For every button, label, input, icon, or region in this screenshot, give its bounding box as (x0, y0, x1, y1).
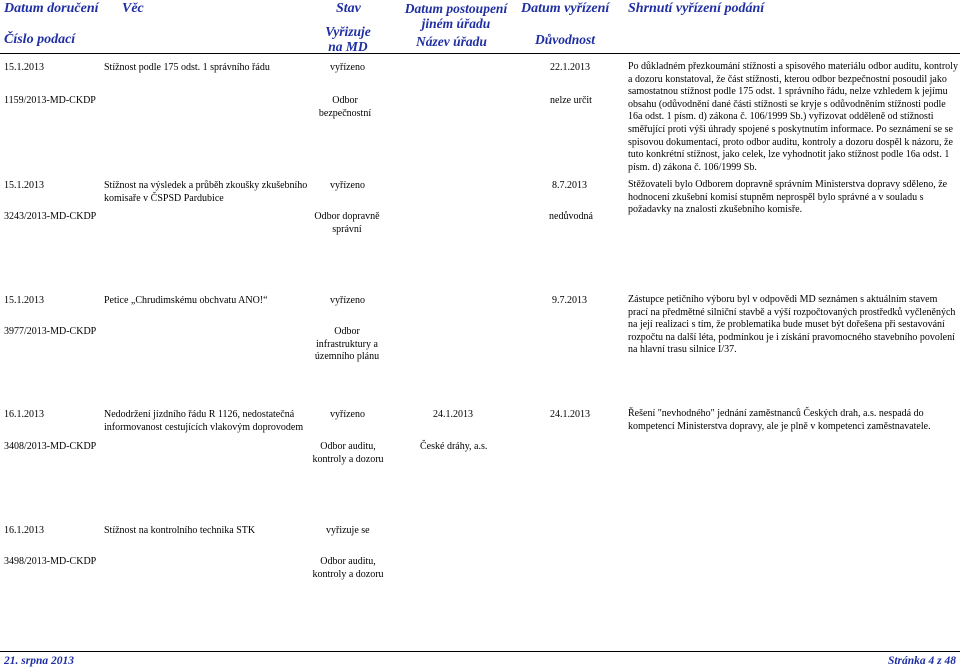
header-datum-postoupeni: Datum postoupení jiném úřadu (404, 1, 508, 31)
vec: Stížnost na výsledek a průběh zkoušky zkušebního komisaře v ČSPSD Pardubice (104, 180, 308, 204)
header-vec: Věc (122, 1, 144, 16)
vec: Stížnost na kontrolního technika STK (104, 525, 256, 536)
header-shrnuti: Shrnutí vyřízení podání (628, 1, 765, 16)
cislo-podaci: 3977/2013-MD-CKDP (4, 326, 97, 337)
cislo-podaci: 3243/2013-MD-CKDP (4, 211, 97, 222)
stav: vyřízeno (330, 180, 365, 191)
cislo-podaci: 1159/2013-MD-CKDP (4, 95, 96, 106)
vyrizuje: Odbor dopravně správní (314, 211, 380, 235)
header-cislo-podaci: Číslo podací (4, 32, 76, 47)
footer-rule (0, 651, 960, 652)
shrnuti: Po důkladném přezkoumání stížnosti a spisového materiálu odbor auditu, kontroly a dozoru konstatoval, že část stížnosti, kterou odbor bezpečnostní posoudil jako samostatnou stížnost podle 175 odst. 1 správního řádu, nelze vzhledem k jejímu obsahu (odůvodnění dané části stížnosti se kryje s odůvodněním stížnosti podle 16a odst. 1 písm. d) zákona č. 106/1999 Sb.) vyřizovat odděleně od stížnosti směřující proti výši úhrady spojené s poskytnutím informace. Po seznámení se se spisovou dokumentací, proto odbor auditu, kontroly a dozoru dospěl k názoru, že tuto konkrétní stížnost, jako celek, lze vyhodnotit jako stížnost podle 16a odst. 1 písm. d) zákona č. 106/1999 Sb. (628, 61, 958, 173)
datum-vyrizeni: 22.1.2013 (550, 62, 590, 73)
cislo-podaci: 3498/2013-MD-CKDP (4, 556, 97, 567)
footer-page-number: Stránka 4 z 48 (887, 655, 956, 667)
header-datum-doruceni: Datum doručení (4, 1, 99, 16)
datum-doruceni: 16.1.2013 (4, 525, 44, 536)
shrnuti: Řešení "nevhodného" jednání zaměstnanců Českých drah, a.s. nespadá do kompetencí Ministerstva dopravy, ale je plně v kompetenci zaměstnavatele. (628, 408, 931, 432)
header-vyrizuje: Vyřizuje na MD (325, 24, 371, 54)
shrnuti: Zástupce petičního výboru byl v odpovědi MD seznámen s aktuálním stavem prací na předmětné silniční stavbě a výší rozpočtovaných prostředků vyčleněných na její realizaci s tím, že problematika bude muset být dořešena při sestavování rozpočtu na další léta, podmínkou je i získání pravomocného stavebního povolení na hlavní trasu silnice I/37. (628, 294, 956, 356)
datum-vyrizeni: 9.7.2013 (552, 295, 587, 306)
stav: vyřízeno (330, 62, 365, 73)
vec: Stížnost podle 175 odst. 1 správního řádu (104, 62, 270, 73)
vyrizuje: Odbor infrastruktury a územního plánu (314, 326, 380, 362)
duvodnost: nelze určit (550, 95, 592, 106)
header-nazev-uradu: Název úřadu (416, 34, 487, 49)
datum-vyrizeni: 24.1.2013 (550, 409, 590, 420)
datum-vyrizeni: 8.7.2013 (552, 180, 587, 191)
footer-date: 21. srpna 2013 (4, 655, 74, 667)
vec: Nedodržení jízdního řádu R 1126, nedostatečná informovanost cestujících vlakovým doprovodem (104, 409, 304, 433)
header-rule (0, 53, 960, 54)
datum-postoupeni: 24.1.2013 (433, 409, 473, 420)
vyrizuje: Odbor auditu, kontroly a dozoru (312, 441, 384, 465)
datum-doruceni: 15.1.2013 (4, 62, 44, 73)
nazev-uradu: České dráhy, a.s. (420, 441, 488, 452)
vec: Petice „Chrudimskému obchvatu ANO!“ (104, 295, 268, 306)
stav: vyřizuje se (326, 525, 370, 536)
datum-doruceni: 15.1.2013 (4, 180, 44, 191)
duvodnost: nedůvodná (549, 211, 593, 222)
stav: vyřízeno (330, 295, 365, 306)
vyrizuje: Odbor auditu, kontroly a dozoru (312, 556, 384, 580)
header-datum-vyrizeni: Datum vyřízení (521, 1, 610, 16)
header-duvodnost: Důvodnost (535, 32, 596, 47)
cislo-podaci: 3408/2013-MD-CKDP (4, 441, 97, 452)
shrnuti: Stěžovateli bylo Odborem dopravně správním Ministerstva dopravy sděleno, že hodnocení zkušební komisí stupněm neprospěl bylo správné a v souladu s požadavky na znalosti zkušebního komisře. (628, 179, 948, 216)
datum-doruceni: 16.1.2013 (4, 409, 44, 420)
datum-doruceni: 15.1.2013 (4, 295, 44, 306)
header-stav: Stav (336, 1, 361, 16)
vyrizuje: Odbor bezpečnostní (318, 95, 372, 119)
stav: vyřízeno (330, 409, 365, 420)
